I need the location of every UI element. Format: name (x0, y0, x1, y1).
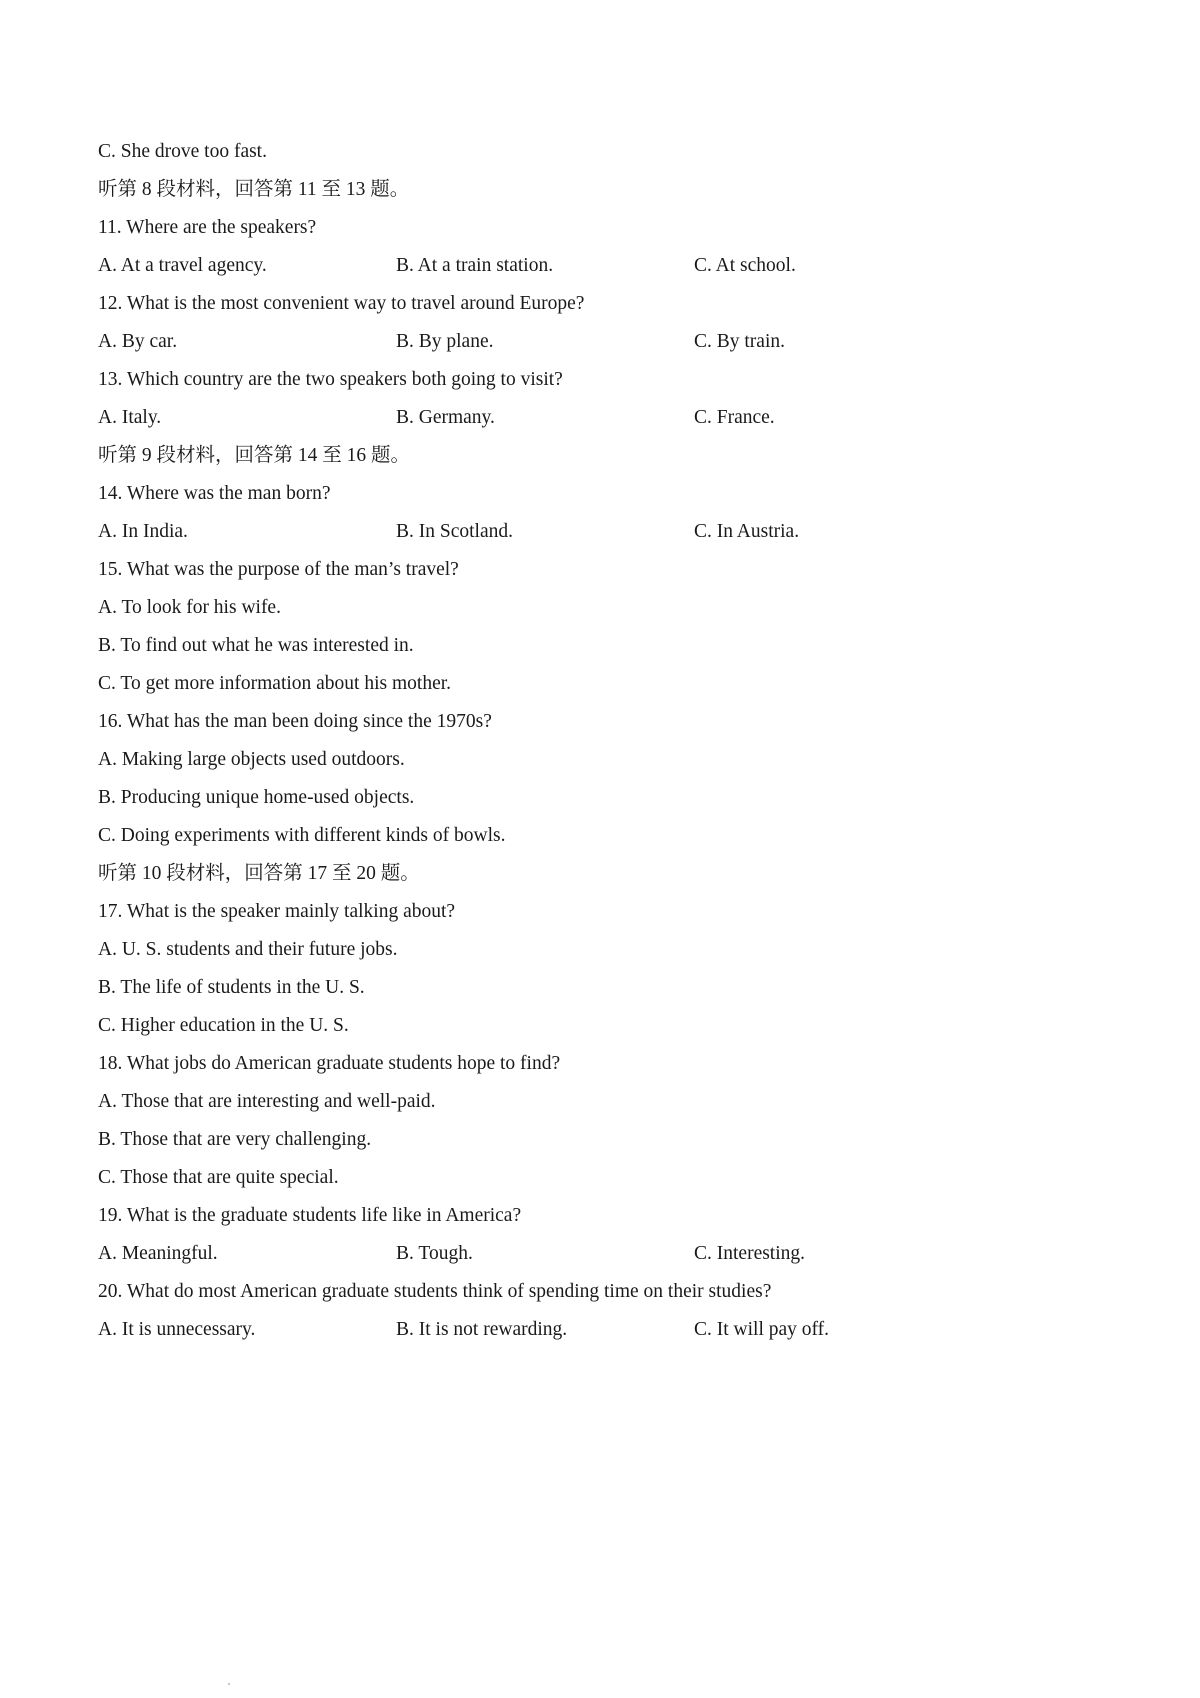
answer-option: B. The life of students in the U. S. (98, 977, 365, 998)
option-b: B. In Scotland. (396, 521, 513, 542)
option-a: A. By car. (98, 331, 178, 352)
answer-option: A. U. S. students and their future jobs. (98, 939, 398, 960)
answer-option: A. Making large objects used outdoors. (98, 749, 405, 770)
question-text: 14. Where was the man born? (98, 483, 331, 504)
option-a: A. Meaningful. (98, 1243, 218, 1264)
exam-content (98, 133, 1098, 1349)
answer-options-row (98, 1235, 1098, 1273)
answer-options-row (98, 323, 1098, 361)
question-text: 15. What was the purpose of the man’s travel? (98, 559, 459, 580)
question-text: 20. What do most American graduate students think of spending time on their studies? (98, 1281, 772, 1302)
answer-options-row (98, 1311, 1098, 1349)
answer-option: C. She drove too fast. (98, 141, 267, 162)
question-text: 17. What is the speaker mainly talking about? (98, 901, 456, 922)
section-heading: 听第 8 段材料，回答第 11 至 13 题。 (98, 179, 410, 200)
answer-option: A. To look for his wife. (98, 597, 281, 618)
answer-option: C. Those that are quite special. (98, 1167, 339, 1188)
question-text: 19. What is the graduate students life like in America? (98, 1205, 522, 1226)
option-c: C. Interesting. (694, 1243, 806, 1264)
answer-option: B. Those that are very challenging. (98, 1129, 372, 1150)
option-a: A. In India. (98, 521, 188, 542)
page-mark (228, 1683, 230, 1685)
answer-option: B. Producing unique home-used objects. (98, 787, 415, 808)
option-c: C. At school. (694, 255, 796, 276)
option-c: C. By train. (694, 331, 785, 352)
option-a: A. At a travel agency. (98, 255, 267, 276)
option-c: C. It will pay off. (694, 1319, 830, 1340)
answer-options-row (98, 513, 1098, 551)
section-heading: 听第 9 段材料，回答第 14 至 16 题。 (98, 445, 411, 466)
answer-option: C. To get more information about his mother. (98, 673, 452, 694)
question-text: 12. What is the most convenient way to travel around Europe? (98, 293, 585, 314)
section-heading: 听第 10 段材料，回答第 17 至 20 题。 (98, 863, 420, 884)
option-b: B. At a train station. (396, 255, 554, 276)
answer-option: A. Those that are interesting and well-paid. (98, 1091, 436, 1112)
question-text: 18. What jobs do American graduate students hope to find? (98, 1053, 561, 1074)
option-b: B. Germany. (396, 407, 495, 428)
option-a: A. It is unnecessary. (98, 1319, 256, 1340)
answer-option: B. To find out what he was interested in. (98, 635, 414, 656)
question-text: 13. Which country are the two speakers both going to visit? (98, 369, 563, 390)
option-b: B. Tough. (396, 1243, 473, 1264)
question-text: 16. What has the man been doing since the 1970s? (98, 711, 492, 732)
question-text: 11. Where are the speakers? (98, 217, 317, 238)
option-b: B. By plane. (396, 331, 494, 352)
option-c: C. In Austria. (694, 521, 800, 542)
answer-option: C. Higher education in the U. S. (98, 1015, 349, 1036)
option-b: B. It is not rewarding. (396, 1319, 568, 1340)
option-c: C. France. (694, 407, 775, 428)
option-a: A. Italy. (98, 407, 162, 428)
answer-options-row (98, 399, 1098, 437)
answer-option: C. Doing experiments with different kinds of bowls. (98, 825, 506, 846)
answer-options-row (98, 247, 1098, 285)
